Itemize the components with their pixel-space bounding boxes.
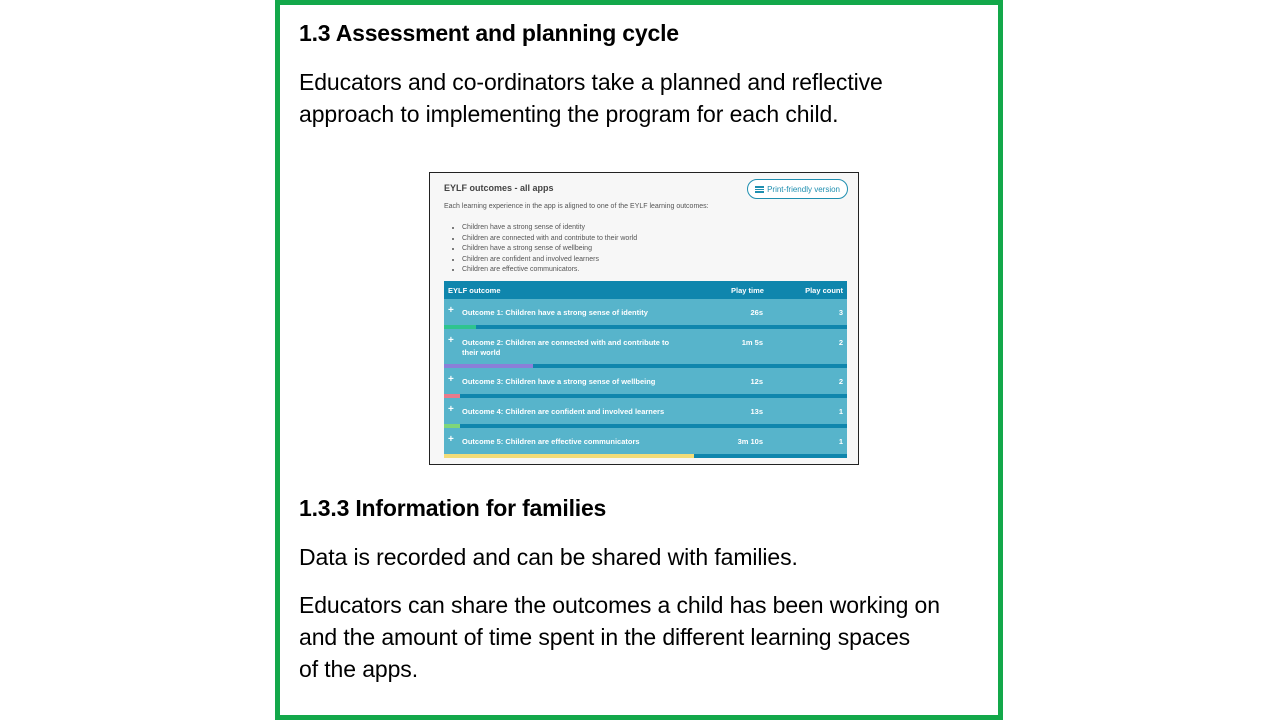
play-count: 3	[838, 308, 843, 317]
text-line: Educators and co-ordinators take a planned and reflective	[299, 69, 883, 95]
expand-icon[interactable]: +	[448, 335, 454, 346]
outcome-list	[450, 223, 637, 276]
header-play-count: Play count	[805, 286, 843, 295]
report-title: EYLF outcomes - all apps	[444, 183, 554, 193]
menu-icon	[755, 186, 764, 193]
table-header	[444, 281, 847, 299]
intro-text: Each learning experience in the app is aligned to one of the EYLF learning outcomes:	[444, 203, 709, 210]
outcome-label: Outcome 5: Children are effective communicators	[462, 437, 640, 446]
outcomes-table	[444, 281, 847, 458]
text-line: and the amount of time spent in the different learning spaces	[299, 624, 911, 650]
data-paragraph: Data is recorded and can be shared with families.	[299, 544, 798, 570]
outcome-label: Outcome 2: Children are connected with and contribute to their world	[462, 338, 670, 357]
list-item: • Children have a strong sense of identity	[462, 223, 637, 234]
list-item: • Children have a strong sense of wellbeing	[462, 244, 637, 255]
table-row[interactable]	[444, 398, 847, 428]
list-item: • Children are connected with and contribute to their world	[462, 234, 637, 245]
expand-icon[interactable]: +	[448, 305, 454, 316]
table-row[interactable]	[444, 329, 847, 368]
play-count: 2	[838, 338, 843, 347]
expand-icon[interactable]: +	[448, 374, 454, 385]
expand-icon[interactable]: +	[448, 404, 454, 415]
expand-icon[interactable]: +	[448, 434, 454, 445]
list-item: • Children are effective communicators.	[462, 265, 637, 276]
table-row[interactable]	[444, 368, 847, 398]
text-line: approach to implementing the program for each child.	[299, 101, 839, 127]
list-item: • Children are confident and involved learners	[462, 255, 637, 266]
progress-bar	[444, 454, 847, 458]
print-button-label: Print-friendly version	[767, 184, 840, 194]
play-count: 1	[838, 437, 843, 446]
play-time: 12s	[750, 377, 763, 386]
print-friendly-button[interactable]	[747, 179, 848, 199]
subsection-heading: 1.3.3 Information for families	[299, 495, 607, 521]
outcome-label: Outcome 3: Children have a strong sense of wellbeing	[462, 377, 656, 386]
embedded-screenshot	[429, 172, 859, 465]
play-count: 2	[838, 377, 843, 386]
play-time: 3m 10s	[737, 437, 763, 446]
play-time: 26s	[750, 308, 763, 317]
play-time: 1m 5s	[741, 338, 763, 347]
sharing-paragraph	[299, 589, 989, 685]
outcome-label: Outcome 4: Children are confident and involved learners	[462, 407, 665, 416]
outcome-label: Outcome 1: Children have a strong sense of identity	[462, 308, 648, 317]
header-outcome: EYLF outcome	[448, 286, 501, 295]
intro-paragraph	[299, 66, 989, 130]
section-heading: 1.3 Assessment and planning cycle	[299, 20, 679, 46]
table-row[interactable]	[444, 299, 847, 329]
play-count: 1	[838, 407, 843, 416]
play-time: 13s	[750, 407, 763, 416]
text-line: of the apps.	[299, 656, 418, 682]
header-play-time: Play time	[731, 286, 764, 295]
text-line: Educators can share the outcomes a child has been working on	[299, 592, 940, 618]
table-row[interactable]	[444, 428, 847, 458]
